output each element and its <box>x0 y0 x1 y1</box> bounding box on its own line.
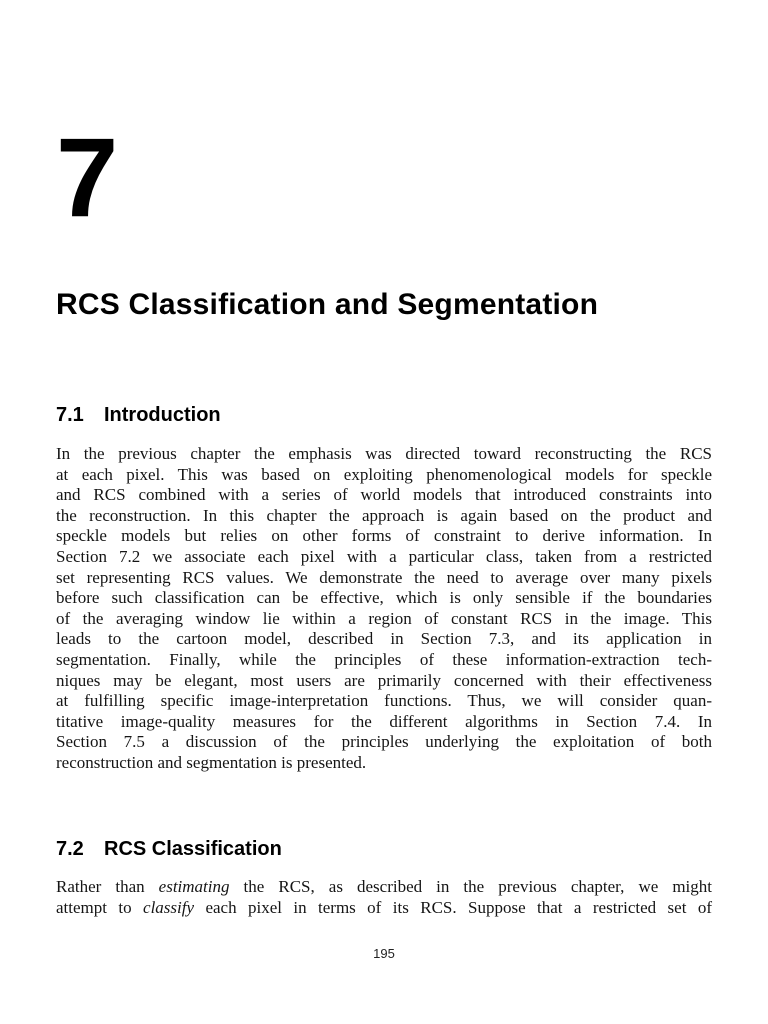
text-run: Rather than <box>56 877 159 896</box>
section-number: 7.2 <box>56 838 84 860</box>
text-line: Section 7.5 a discussion of the principles underlying the exploitation of both <box>56 732 712 752</box>
text-line: of the averaging window lie within a region of constant RCS in the image. This <box>56 608 712 628</box>
text-line: In the previous chapter the emphasis was directed toward reconstructing the RCS <box>56 444 712 463</box>
text-line: before such classification can be effective, which is only sensible if the boundaries <box>56 588 712 608</box>
text-run: the RCS, as described in the previous chapter, we might <box>229 877 712 896</box>
page-number: 195 <box>373 946 395 961</box>
text-line <box>56 877 712 898</box>
text-line <box>56 898 712 919</box>
emphasized-word: classify <box>143 897 195 917</box>
text-line: speckle models but relies on other forms of constraint to derive information. In <box>56 526 712 546</box>
text-line: at each pixel. This was based on exploiting phenomenological models for speckle <box>56 464 712 484</box>
text-run: attempt to <box>56 897 144 917</box>
text-line: segmentation. Finally, while the principles of these information-extraction tech- <box>56 649 712 669</box>
text-line: set representing RCS values. We demonstrate the need to average over many pixels <box>56 567 712 587</box>
chapter-number: 7 <box>56 115 119 240</box>
text-line: reconstruction and segmentation is presented. <box>56 752 367 772</box>
text-line: titative image-quality measures for the different algorithms in Section 7.4. In <box>56 711 712 731</box>
text-line: niques may be elegant, most users are primarily concerned with their effectiveness <box>56 670 712 690</box>
emphasized-word: estimating <box>158 877 230 896</box>
section-heading-introduction <box>56 405 221 425</box>
text-run: each pixel in terms of its RCS. Suppose that a restricted set of <box>194 897 712 917</box>
section-heading-rcs-classification <box>56 839 282 859</box>
text-line: the reconstruction. In this chapter the approach is again based on the product and <box>56 505 712 525</box>
text-line: leads to the cartoon model, described in Section 7.3, and its application in <box>56 629 712 649</box>
text-line: Section 7.2 we associate each pixel with a particular class, taken from a restricted <box>56 546 712 566</box>
introduction-paragraph <box>56 444 712 774</box>
section-title: Introduction <box>104 404 221 426</box>
text-line: and RCS combined with a series of world models that introduced constraints into <box>56 485 712 505</box>
section-title: RCS Classification <box>104 838 282 860</box>
text-line: at fulfilling specific image-interpretation functions. Thus, we will consider quan- <box>56 691 712 711</box>
section-number: 7.1 <box>56 404 84 426</box>
chapter-title: RCS Classification and Segmentation <box>56 288 599 321</box>
classification-paragraph <box>56 877 712 918</box>
